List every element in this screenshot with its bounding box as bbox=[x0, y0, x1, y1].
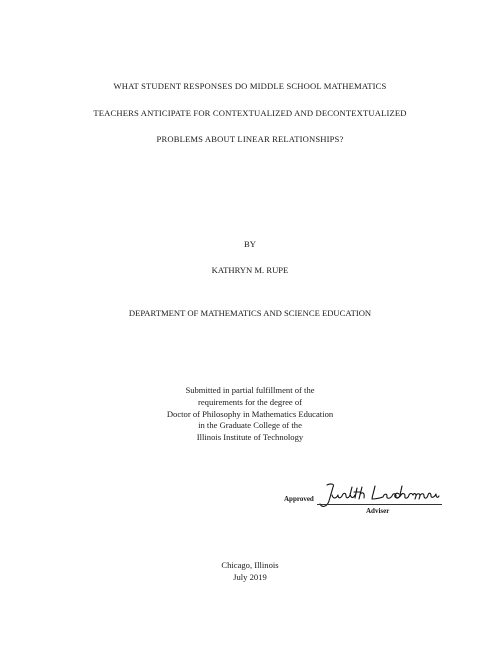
statement-line-3: Doctor of Philosophy in Mathematics Education bbox=[166, 408, 334, 419]
location: Chicago, Illinois bbox=[221, 560, 279, 570]
author-name: KATHRYN M. RUPE bbox=[211, 265, 289, 275]
statement-line-5: Illinois Institute of Technology bbox=[196, 432, 304, 443]
approval-block bbox=[284, 486, 454, 526]
signature-line bbox=[317, 504, 442, 505]
degree-statement bbox=[0, 385, 500, 444]
adviser-signature bbox=[317, 482, 441, 510]
date: July 2019 bbox=[233, 571, 267, 582]
place-and-date bbox=[0, 560, 500, 584]
by-label: BY bbox=[244, 239, 256, 249]
department-name: DEPARTMENT OF MATHEMATICS AND SCIENCE EDUCATION bbox=[128, 308, 372, 318]
statement-line-4: in the Graduate College of the bbox=[198, 420, 302, 431]
statement-line-1: Submitted in partial fulfillment of the bbox=[185, 385, 315, 395]
adviser-label: Adviser bbox=[366, 507, 390, 515]
title-line-2: TEACHERS ANTICIPATE FOR CONTEXTUALIZED AND DECONTEXTUALIZED bbox=[93, 108, 407, 118]
title-line-1: WHAT STUDENT RESPONSES DO MIDDLE SCHOOL MATHEMATICS bbox=[113, 81, 387, 91]
approved-label: Approved bbox=[284, 495, 314, 503]
title-line-3: PROBLEMS ABOUT LINEAR RELATIONSHIPS? bbox=[156, 134, 344, 144]
statement-line-2: requirements for the degree of bbox=[197, 396, 303, 407]
